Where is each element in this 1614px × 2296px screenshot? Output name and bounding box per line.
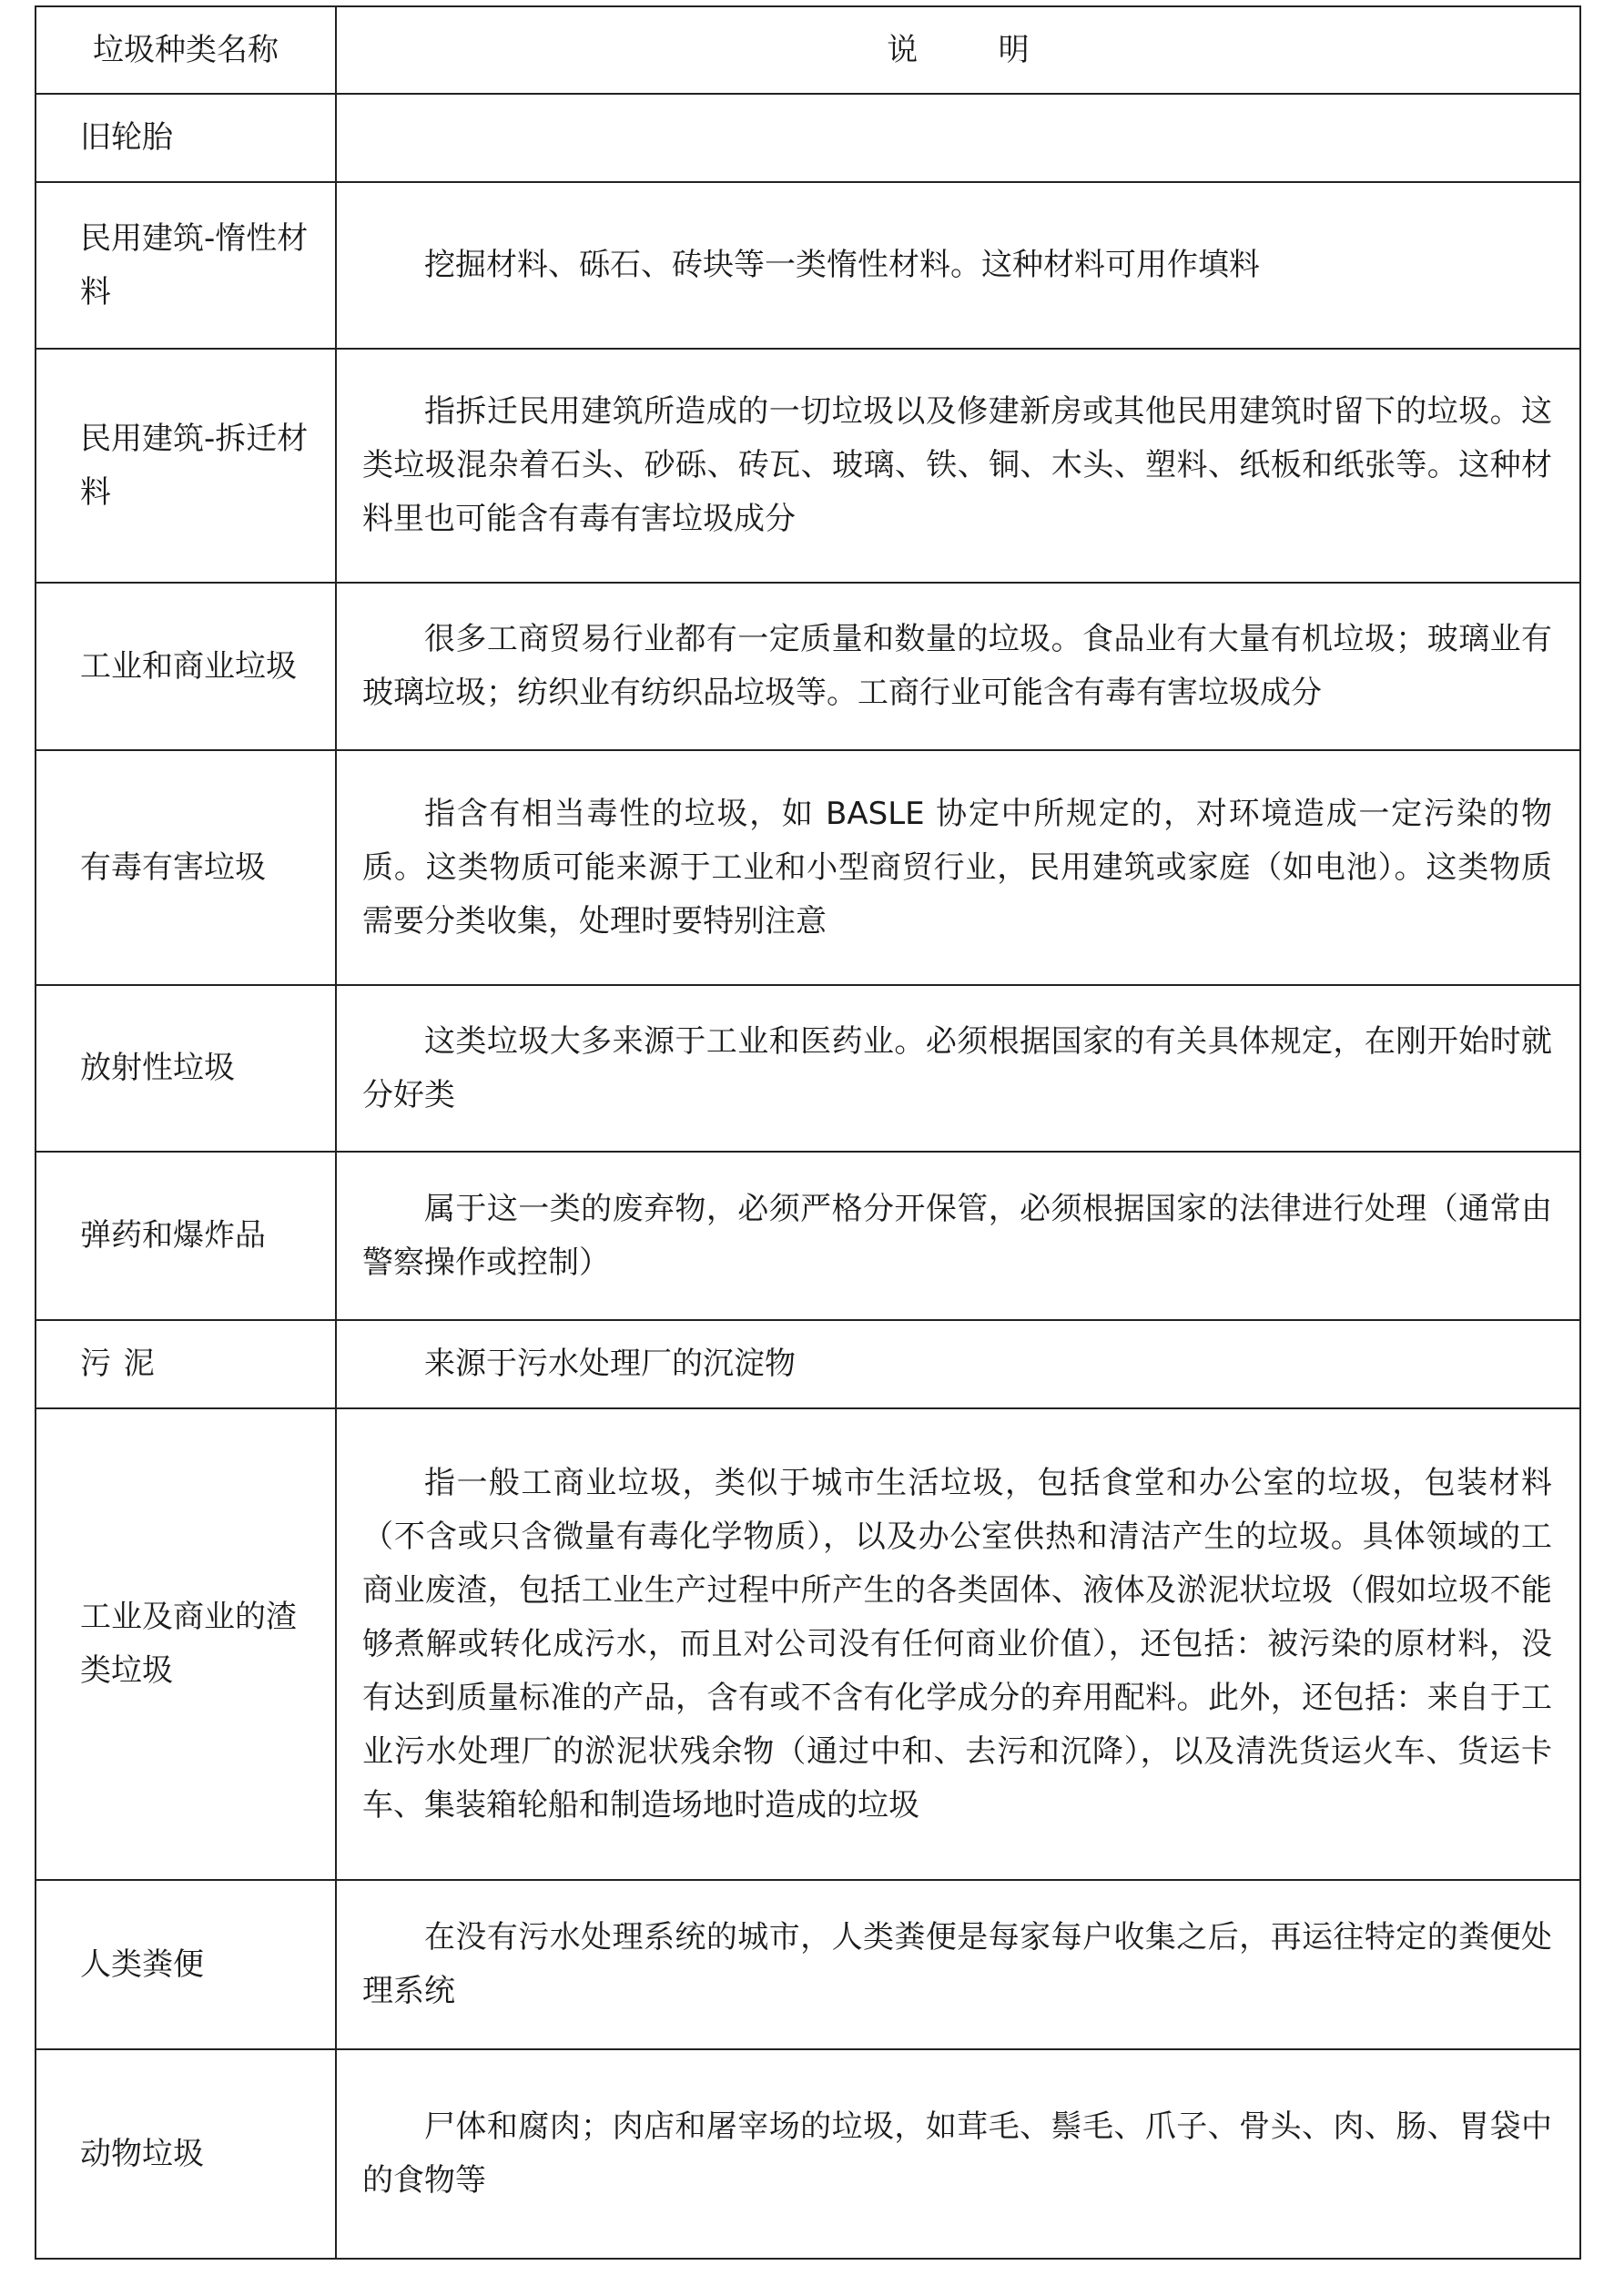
row-name: 人类粪便	[36, 1880, 336, 2049]
table-row	[36, 1408, 1580, 1880]
row-description: 指含有相当毒性的垃圾，如 BASLE 协定中所规定的，对环境造成一定污染的物质。这类物质可能来源于工业和小型商贸行业，民用建筑或家庭（如电池）。这类物质需要分类收集，处理时要特别注意	[336, 750, 1580, 985]
row-description: 在没有污水处理系统的城市，人类粪便是每家每户收集之后，再运往特定的粪便处理系统	[336, 1880, 1580, 2049]
waste-category-table	[35, 5, 1581, 2260]
row-name: 污泥	[36, 1320, 336, 1408]
table-row	[36, 1880, 1580, 2049]
row-description: 这类垃圾大多来源于工业和医药业。必须根据国家的有关具体规定，在刚开始时就分好类	[336, 985, 1580, 1152]
table-row	[36, 2049, 1580, 2259]
row-description: 挖掘材料、砾石、砖块等一类惰性材料。这种材料可用作填料	[336, 182, 1580, 349]
row-name: 民用建筑-惰性材料	[36, 182, 336, 349]
table-row	[36, 182, 1580, 349]
table-row	[36, 985, 1580, 1152]
row-name: 旧轮胎	[36, 94, 336, 182]
table-row	[36, 1152, 1580, 1320]
row-description: 指拆迁民用建筑所造成的一切垃圾以及修建新房或其他民用建筑时留下的垃圾。这类垃圾混杂着石头、砂砾、砖瓦、玻璃、铁、铜、木头、塑料、纸板和纸张等。这种材料里也可能含有毒有害垃圾成分	[336, 349, 1580, 583]
table-row	[36, 750, 1580, 985]
row-name: 民用建筑-拆迁材料	[36, 349, 336, 583]
table-header-row	[36, 6, 1580, 94]
table-row	[36, 1320, 1580, 1408]
row-description: 很多工商贸易行业都有一定质量和数量的垃圾。食品业有大量有机垃圾；玻璃业有玻璃垃圾；纺织业有纺织品垃圾等。工商行业可能含有毒有害垃圾成分	[336, 583, 1580, 750]
row-description: 来源于污水处理厂的沉淀物	[336, 1320, 1580, 1408]
row-description: 属于这一类的废弃物，必须严格分开保管，必须根据国家的法律进行处理（通常由警察操作或控制）	[336, 1152, 1580, 1320]
table-row	[36, 583, 1580, 750]
row-name: 放射性垃圾	[36, 985, 336, 1152]
header-description: 说明	[336, 6, 1580, 94]
row-description: 指一般工商业垃圾，类似于城市生活垃圾，包括食堂和办公室的垃圾，包装材料（不含或只含微量有毒化学物质），以及办公室供热和清洁产生的垃圾。具体领域的工商业废渣，包括工业生产过程中所产生的各类固体、液体及淤泥状垃圾（假如垃圾不能够煮解或转化成污水，而且对公司没有任何商业价值），还包括：被污染的原材料，没有达到质量标准的产品，含有或不含有化学成分的弃用配料。此外，还包括：来自于工业污水处理厂的淤泥状残余物（通过中和、去污和沉降），以及清洗货运火车、货运卡车、集装箱轮船和制造场地时造成的垃圾	[336, 1408, 1580, 1880]
table-row	[36, 349, 1580, 583]
table-row	[36, 94, 1580, 182]
row-name: 工业及商业的渣类垃圾	[36, 1408, 336, 1880]
row-name: 工业和商业垃圾	[36, 583, 336, 750]
row-description	[336, 94, 1580, 182]
header-name: 垃圾种类名称	[36, 6, 336, 94]
row-name: 有毒有害垃圾	[36, 750, 336, 985]
row-name: 动物垃圾	[36, 2049, 336, 2259]
row-name: 弹药和爆炸品	[36, 1152, 336, 1320]
row-description: 尸体和腐肉；肉店和屠宰场的垃圾，如茸毛、鬃毛、爪子、骨头、肉、肠、胃袋中的食物等	[336, 2049, 1580, 2259]
